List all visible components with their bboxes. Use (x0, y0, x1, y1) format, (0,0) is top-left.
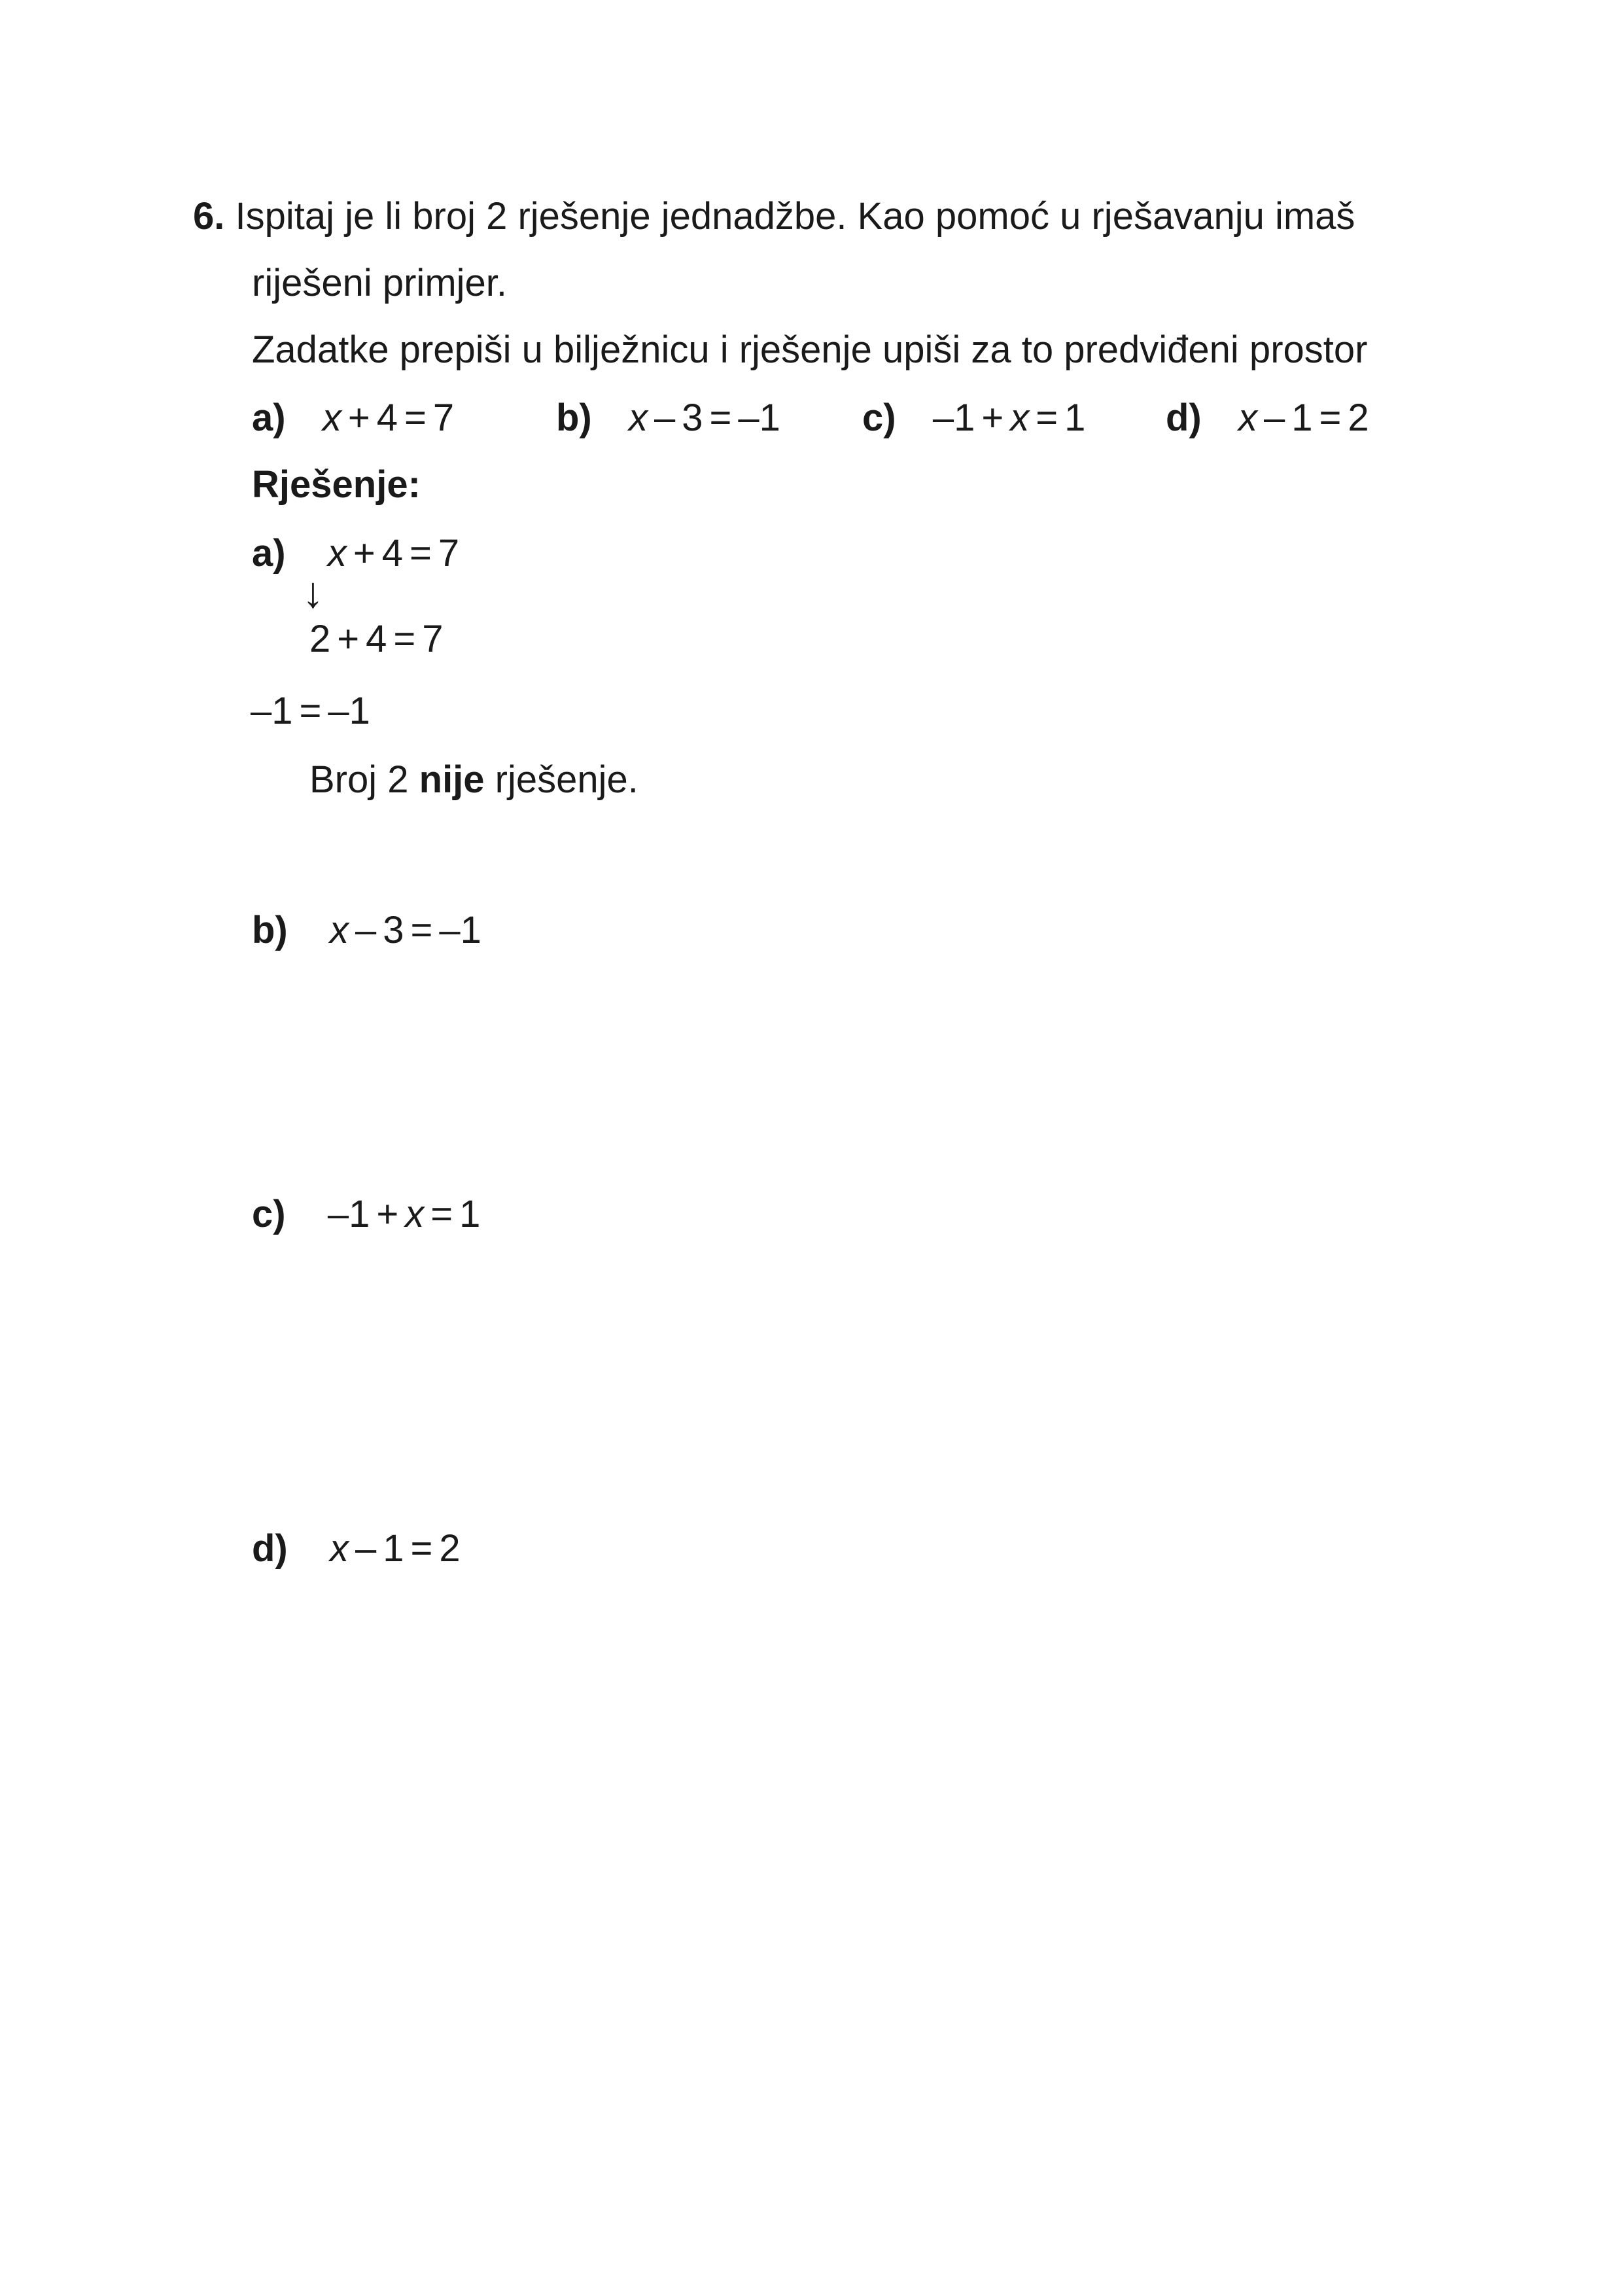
eq-term: 1 (383, 1527, 404, 1570)
eq-term: –1 (932, 397, 975, 439)
eq-op: + (981, 397, 1004, 439)
solution-c (252, 1195, 480, 1233)
eq-term: x (1238, 397, 1257, 439)
eq-op: + (353, 532, 375, 574)
eq-term: –1 (327, 1193, 370, 1235)
equation-label: b) (556, 397, 592, 439)
eq-term: –1 (439, 909, 481, 951)
eq-term: 1 (459, 1193, 481, 1235)
task-line-1 (193, 195, 1355, 238)
eq-term: 4 (366, 618, 387, 660)
equation-a (252, 399, 454, 437)
eq-term: x (330, 909, 349, 951)
eq-op: = (393, 618, 416, 660)
eq-term: 1 (1064, 397, 1086, 439)
task-text-1: Ispitaj je li broj 2 rješenje jednadžbe. Kao pomoć u rješavanju imaš (235, 195, 1355, 238)
eq-term: 2 (1348, 397, 1369, 439)
eq-op: – (355, 909, 377, 951)
eq-term: 3 (383, 909, 404, 951)
eq-term: x (629, 397, 648, 439)
eq-op: + (337, 618, 360, 660)
equation-b (556, 399, 780, 437)
eq-term: 2 (439, 1527, 461, 1570)
task-line-2: riješeni primjer. (252, 262, 507, 304)
eq-term: 4 (376, 397, 398, 439)
eq-term: 7 (438, 532, 460, 574)
eq-op: + (376, 1193, 399, 1235)
eq-term: x (327, 532, 347, 574)
equation-label: d) (1166, 397, 1202, 439)
eq-term: x (405, 1193, 425, 1235)
eq-op: = (404, 397, 427, 439)
eq-term: x (1010, 397, 1030, 439)
eq-term: 7 (432, 397, 455, 439)
eq-term: x (330, 1527, 349, 1570)
eq-term: 3 (682, 397, 703, 439)
conclusion-text: Broj 2 (309, 758, 419, 801)
eq-op: = (299, 690, 322, 732)
equation-label: c) (862, 397, 896, 439)
eq-op: + (347, 397, 370, 439)
equation-c (862, 399, 1085, 437)
solution-c-label: c) (252, 1193, 286, 1235)
solution-heading: Rješenje: (252, 463, 421, 506)
conclusion-text: rješenje. (484, 758, 638, 801)
eq-op: = (709, 397, 732, 439)
solution-d-label: d) (252, 1527, 288, 1570)
task-line-3: Zadatke prepiši u bilježnicu i rješenje upiši za to predviđeni prostor (252, 328, 1368, 371)
example-substituted (309, 620, 444, 658)
substitution-arrow-icon: ↓ (302, 568, 324, 616)
solution-b (252, 911, 481, 949)
eq-term: x (322, 397, 341, 439)
eq-op: = (1036, 397, 1058, 439)
conclusion-emphasis: nije (419, 758, 485, 801)
eq-term: –1 (251, 690, 293, 732)
eq-op: – (1264, 397, 1285, 439)
eq-term: 4 (381, 532, 403, 574)
eq-term: –1 (738, 397, 780, 439)
eq-op: = (430, 1193, 453, 1235)
example-equation (252, 532, 460, 574)
solution-b-label: b) (252, 909, 288, 951)
example-reduced (251, 692, 370, 730)
eq-op: – (355, 1527, 377, 1570)
equation-label: a) (252, 397, 286, 439)
eq-term: 7 (422, 618, 444, 660)
task-number: 6. (193, 195, 225, 238)
eq-op: – (654, 397, 676, 439)
eq-op: = (409, 532, 432, 574)
solution-d (252, 1527, 461, 1570)
example-conclusion (309, 758, 638, 801)
eq-term: –1 (328, 690, 370, 732)
eq-term: 1 (1291, 397, 1313, 439)
eq-op: = (1319, 397, 1342, 439)
eq-term: 2 (309, 618, 331, 660)
equation-d (1166, 399, 1369, 437)
eq-op: = (410, 909, 433, 951)
example-label: a) (252, 532, 286, 574)
eq-op: = (410, 1527, 433, 1570)
